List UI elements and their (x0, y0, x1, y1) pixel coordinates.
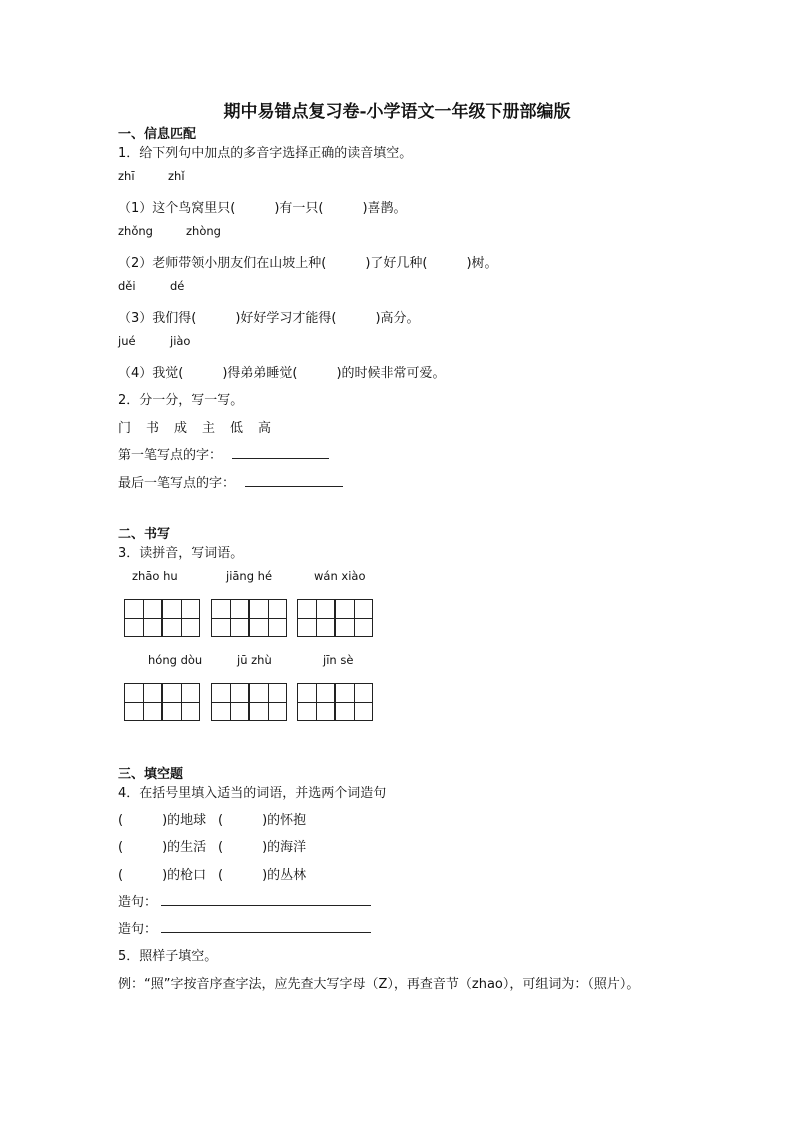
question-2-stem: 2．分一分，写一写。 (118, 393, 244, 408)
pinyin-1a: zhī (118, 169, 135, 183)
fill-blank-1: ( )的地球 (118, 813, 207, 828)
question-2-line1-label: 第一笔写点的字： (118, 448, 223, 463)
section-heading-1: 一、信息匹配 (118, 127, 197, 142)
writing-grid-box[interactable] (124, 683, 162, 721)
sentence-answer-line[interactable] (161, 932, 371, 933)
section-heading-3: 三、填空题 (118, 767, 184, 782)
question-5-example: 例：“照”字按音序查字法，应先查大写字母（Z），再查音节（zhao），可组词为：（照片）。 (118, 977, 640, 992)
sentence-label-2: 造句： (118, 922, 158, 937)
pinyin-word-2: jiāng hé (226, 569, 273, 583)
pinyin-2b: zhòng (186, 224, 221, 238)
fill-blank-2: ( )的怀抱 (218, 813, 307, 828)
question-1-stem: 1．给下列句中加点的多音字选择正确的读音填空。 (118, 146, 413, 161)
question-1-item-4: （4）我觉( )得弟弟睡觉( )的时候非常可爱。 (118, 366, 446, 381)
pinyin-word-6: jīn sè (323, 653, 354, 667)
writing-grid-box[interactable] (297, 683, 335, 721)
writing-grid-box[interactable] (335, 683, 373, 721)
writing-grid-box[interactable] (211, 599, 249, 637)
sentence-answer-line[interactable] (161, 905, 371, 906)
question-2-line2-label: 最后一笔写点的字： (118, 476, 236, 491)
writing-grid-box[interactable] (162, 599, 200, 637)
pinyin-word-3: wán xiào (314, 569, 366, 583)
page-title: 期中易错点复习卷-小学语文一年级下册部编版 (223, 102, 571, 122)
fill-blank-5: ( )的枪口 (118, 868, 207, 883)
fill-blank-6: ( )的丛林 (218, 868, 307, 883)
answer-line-first-stroke[interactable] (232, 458, 329, 459)
pinyin-3a: děi (118, 279, 136, 293)
writing-grid-box[interactable] (335, 599, 373, 637)
writing-grid-box[interactable] (124, 599, 162, 637)
question-3-stem: 3．读拼音，写词语。 (118, 546, 244, 561)
pinyin-word-5: jū zhù (237, 653, 272, 667)
pinyin-word-1: zhāo hu (132, 569, 178, 583)
sentence-label-1: 造句： (118, 895, 158, 910)
question-5-stem: 5．照样子填空。 (118, 949, 218, 964)
pinyin-2a: zhǒng (118, 224, 153, 238)
writing-grid-box[interactable] (249, 599, 287, 637)
pinyin-4b: jiào (170, 334, 191, 348)
fill-blank-4: ( )的海洋 (218, 840, 307, 855)
pinyin-4a: jué (118, 334, 136, 348)
fill-blank-3: ( )的生活 (118, 840, 207, 855)
question-1-item-1: （1）这个鸟窝里只( )有一只( )喜鹊。 (118, 201, 407, 216)
section-heading-2: 二、书写 (118, 527, 171, 542)
writing-grid-box[interactable] (249, 683, 287, 721)
pinyin-3b: dé (170, 279, 185, 293)
answer-line-last-stroke[interactable] (245, 486, 343, 487)
question-1-item-2: （2）老师带领小朋友们在山坡上种( )了好几种( )树。 (118, 256, 498, 271)
writing-grid-box[interactable] (297, 599, 335, 637)
writing-grid-box[interactable] (211, 683, 249, 721)
pinyin-word-4: hóng dòu (148, 653, 203, 667)
pinyin-1b: zhǐ (168, 169, 185, 183)
question-1-item-3: （3）我们得( )好好学习才能得( )高分。 (118, 311, 420, 326)
question-4-stem: 4．在括号里填入适当的词语，并选两个词造句 (118, 786, 387, 801)
question-2-chars: 门 书 成 主 低 高 (118, 421, 273, 436)
writing-grid-box[interactable] (162, 683, 200, 721)
